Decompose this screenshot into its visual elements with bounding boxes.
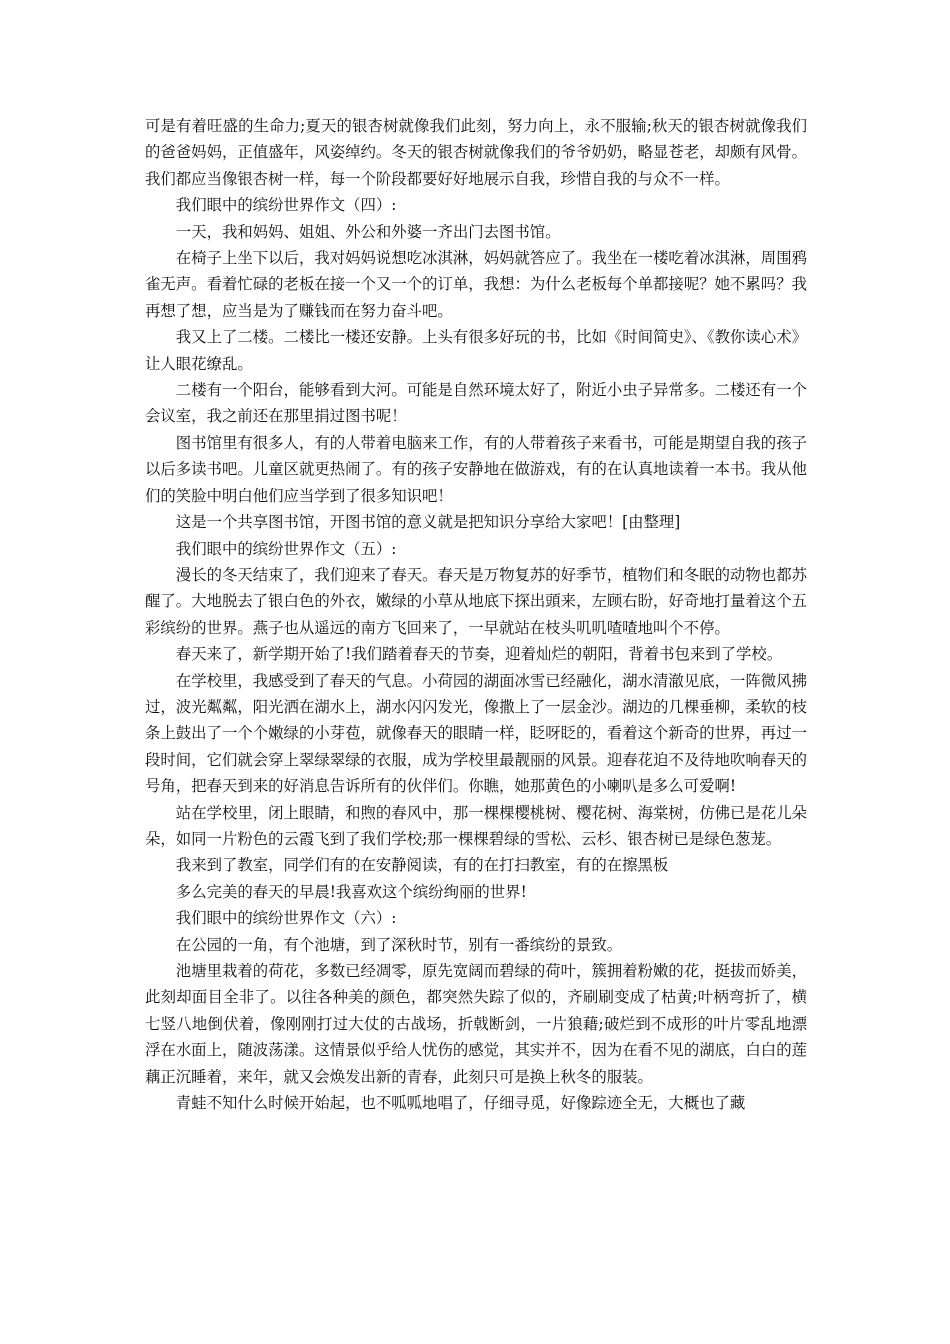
paragraph: 在公园的一角，有个池塘，到了深秋时节，别有一番缤纷的景致。 [175, 935, 623, 954]
paragraph: 二楼有一个阳台，能够看到大河。可能是自然环境太好了，附近小虫子异常多。二楼还有一个会议室，我之前还在那里捐过图书呢！ [145, 381, 807, 426]
paragraph: 池塘里栽着的荷花，多数已经凋零，原先宽阔而碧绿的荷叶，簇拥着粉嫩的花，挺拔而娇美，此刻却面目全非了。以往各种美的颜色，都突然失踪了似的，齐刷刷变成了枯黄;叶柄弯折了，横七竖八地倒伏着，像刚刚打过大仗的古战场，折戟断剑，一片狼藉;破烂到不成形的叶片零乱地漂浮在水面上，随波荡漾。这情景似乎给人忧伤的感觉，其实并不，因为在看不见的湖底，白白的莲藕正沉睡着，来年，就又会焕发出新的青春，此刻只可是换上秋冬的服装。 [145, 962, 807, 1086]
paragraph: 我来到了教室，同学们有的在安静阅读，有的在打扫教室，有的在擦黑板 [175, 856, 669, 875]
section-heading-6: 我们眼中的缤纷世界作文（六）: [175, 909, 397, 928]
paragraph: 青蛙不知什么时候开始起，也不呱呱地唱了，仔细寻觅，好像踪迹全无，大概也了藏 [175, 1094, 746, 1113]
paragraph: 在椅子上坐下以后，我对妈妈说想吃冰淇淋，妈妈就答应了。我坐在一楼吃着冰淇淋，周围鸦雀无声。看着忙碌的老板在接一个又一个的订单，我想：为什么老板每个单都接呢？她不累吗？我再想了想，应当是为了赚钱而在努力奋斗吧。 [145, 249, 807, 320]
document-page [145, 113, 807, 1116]
paragraph: 多么完美的春天的早晨!我喜欢这个缤纷绚丽的世界! [175, 882, 527, 901]
paragraph: 我又上了二楼。二楼比一楼还安静。上头有很多好玩的书，比如《时间简史》、《教你读心术》让人眼花缭乱。 [145, 328, 807, 373]
paragraph: 漫长的冬天结束了，我们迎来了春天。春天是万物复苏的好季节，植物们和冬眠的动物也都苏醒了。大地脱去了银白色的外衣，嫩绿的小草从地底下探出頭来，左顾右盼，好奇地打量着这个五彩缤纷的世界。燕子也从遥远的南方飞回来了，一早就站在枝头叽叽喳喳地叫个不停。 [145, 565, 807, 637]
section-heading-5: 我们眼中的缤纷世界作文（五）: [175, 539, 397, 558]
paragraph: 站在学校里，闭上眼睛，和煦的春风中，那一棵棵樱桃树、樱花树、海棠树，仿佛已是花儿朵朵，如同一片粉色的云霞飞到了我们学校;那一棵棵碧绿的雪松、云杉、银杏树已是绿色葱茏。 [145, 803, 807, 848]
paragraph: 这是一个共享图书馆，开图书馆的意义就是把知识分享给大家吧！[由整理] [175, 513, 681, 532]
paragraph: 一天，我和妈妈、姐姐、外公和外婆一齐出门去图书馆。 [175, 222, 561, 241]
paragraph-continuation: 可是有着旺盛的生命力;夏天的银杏树就像我们此刻，努力向上，永不服输;秋天的银杏树就像我们的爸爸妈妈，正值盛年，风姿绰约。冬天的银杏树就像我们的爷爷奶奶，略显苍老，却颇有风骨。我们都应当像银杏树一样，每一个阶段都要好好地展示自我，珍惜自我的与众不一样。 [145, 117, 807, 188]
paragraph: 图书馆里有很多人，有的人带着电脑来工作，有的人带着孩子来看书，可能是期望自我的孩子以后多读书吧。儿童区就更热闹了。有的孩子安静地在做游戏，有的在认真地读着一本书。我从他们的笑脸中明白他们应当学到了很多知识吧！ [145, 433, 807, 505]
paragraph: 春天来了，新学期开始了!我们踏着春天的节奏，迎着灿烂的朝阳，背着书包来到了学校。 [175, 645, 783, 664]
section-heading-4: 我们眼中的缤纷世界作文（四）: [175, 196, 397, 215]
paragraph: 在学校里，我感受到了春天的气息。小荷园的湖面冰雪已经融化，湖水清澈见底，一阵微风拂过，波光粼粼，阳光洒在湖水上，湖水闪闪发光，像撒上了一层金沙。湖边的几棵垂柳，柔软的枝条上鼓出了一个个嫩绿的小芽苞，就像春天的眼睛一样，眨呀眨的，看着这个新奇的世界，再过一段时间，它们就会穿上翠绿翠绿的衣服，成为学校里最靓丽的风景。迎春花迫不及待地吹响春天的号角，把春天到来的好消息告诉所有的伙伴们。你瞧，她那黄色的小喇叭是多么可爱啊! [145, 671, 807, 796]
